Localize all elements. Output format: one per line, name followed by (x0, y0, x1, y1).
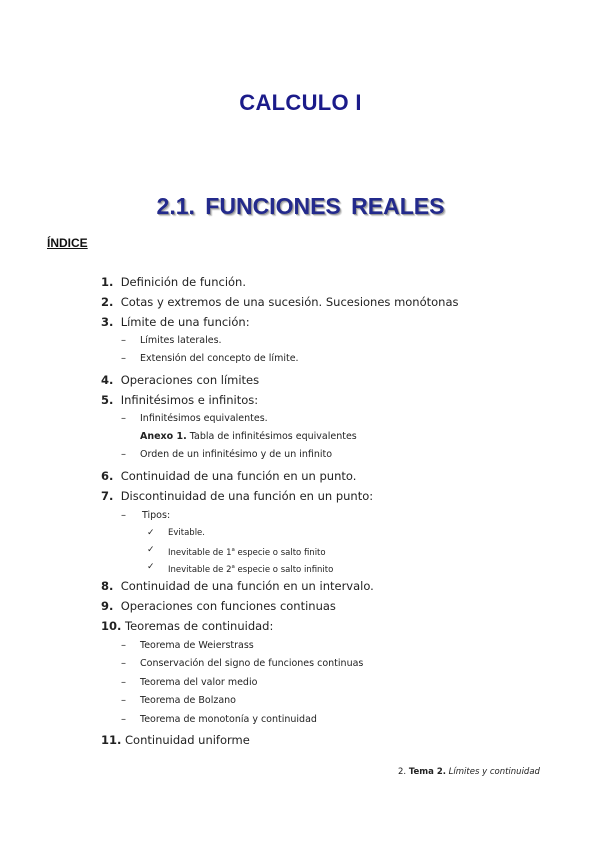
dash-bullet: – (121, 640, 126, 651)
subitem-monotonia: Teorema de monotonía y continuidad (140, 714, 317, 725)
dash-bullet: – (121, 677, 126, 688)
anexo-1: Anexo 1. Tabla de infinitésimos equivalentes (140, 431, 357, 442)
dash-bullet: – (121, 510, 126, 521)
dash-bullet: – (121, 658, 126, 669)
tipo-inevitable-2: Inevitable de 2$^a$ especie o salto infinito (168, 564, 334, 575)
subitem-extension-limite: Extensión del concepto de límite. (140, 353, 299, 364)
dash-bullet: – (121, 335, 126, 346)
index-item-10: 10. Teoremas de continuidad: (101, 619, 274, 633)
index-item-2: 2. Cotas y extremos de una sucesión. Sucesiones monótonas (101, 295, 459, 309)
index-item-3: 3. Límite de una función: (101, 315, 250, 329)
index-item-6: 6. Continuidad de una función en un punto. (101, 469, 357, 483)
index-item-11: 11. Continuidad uniforme (101, 733, 250, 747)
subitem-orden-infinitesimo: Orden de un infinitésimo y de un infinito (140, 449, 333, 460)
subitem-tipos: Tipos: (142, 510, 171, 521)
subitem-infinitesimos-equivalentes: Infinitésimos equivalentes. (140, 413, 268, 424)
subitem-limites-laterales: Límites laterales. (140, 335, 222, 346)
index-item-1: 1. Definición de función. (101, 275, 246, 289)
tipo-inevitable-1: Inevitable de 1$^a$ especie o salto finito (168, 547, 326, 558)
check-icon: ✓ (147, 562, 155, 572)
index-heading: ÍNDICE (47, 236, 88, 250)
index-item-9: 9. Operaciones con funciones continuas (101, 599, 336, 613)
dash-bullet: – (121, 449, 126, 460)
subitem-bolzano: Teorema de Bolzano (140, 695, 236, 706)
index-item-4: 4. Operaciones con límites (101, 373, 260, 387)
page-title: CALCULO I (239, 90, 362, 115)
dash-bullet: – (121, 714, 126, 725)
section-title: 2.1. FUNCIONES REALES (156, 193, 445, 219)
dash-bullet: – (121, 413, 126, 424)
index-item-8: 8. Continuidad de una función en un intervalo. (101, 579, 374, 593)
dash-bullet: – (121, 353, 126, 364)
index-item-7: 7. Discontinuidad de una función en un punto: (101, 489, 374, 503)
check-icon: ✓ (147, 528, 155, 538)
subitem-conservacion-signo: Conservación del signo de funciones continuas (140, 658, 364, 669)
subitem-weierstrass: Teorema de Weierstrass (140, 640, 254, 651)
dash-bullet: – (121, 695, 126, 706)
index-item-5: 5. Infinitésimos e infinitos: (101, 393, 259, 407)
check-icon: ✓ (147, 545, 155, 555)
page-footer: 2. Tema 2. Límites y continuidad (398, 767, 540, 777)
subitem-valor-medio: Teorema del valor medio (140, 677, 258, 688)
tipo-evitable: Evitable. (168, 528, 205, 538)
